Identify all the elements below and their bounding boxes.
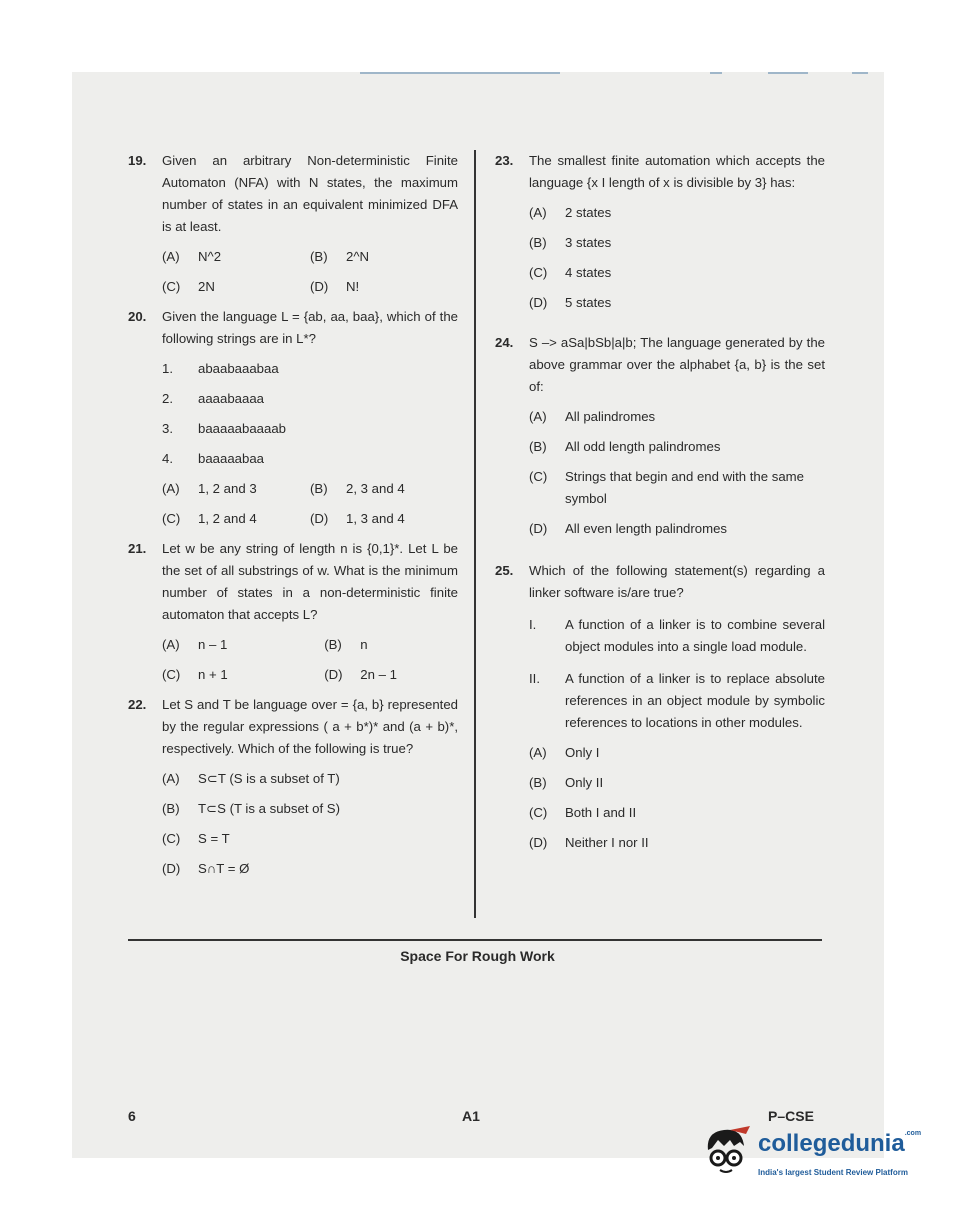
option-d: (D) S∩T = Ø xyxy=(162,861,250,876)
question-text: Which of the following statement(s) regarding a linker software is/are true? xyxy=(529,563,825,600)
option-a: (A) All palindromes xyxy=(529,409,656,424)
option-c: (C) 4 states xyxy=(529,265,612,280)
option-d: (D) 5 states xyxy=(529,295,612,310)
option-a: (A) n – 1 xyxy=(162,637,228,652)
option-c: (C) Both I and II xyxy=(529,805,637,820)
question-20 xyxy=(128,306,458,530)
question-number: 21. xyxy=(128,541,147,556)
option-d: (D) Neither I nor II xyxy=(529,835,649,850)
option-c: (C) 2N xyxy=(162,279,215,294)
option-a: (A) N^2 xyxy=(162,249,222,264)
question-number: 23. xyxy=(495,153,514,168)
question-text: The smallest finite automation which accepts the language {x I length of x is divisible by 3} has: xyxy=(529,153,825,190)
option-c: (C) 1, 2 and 4 xyxy=(162,511,257,526)
question-24 xyxy=(495,332,825,540)
option-d: (D) N! xyxy=(310,279,360,294)
question-21 xyxy=(128,538,458,686)
option-d: (D) 1, 3 and 4 xyxy=(310,511,405,526)
question-number: 22. xyxy=(128,697,147,712)
mascot-icon xyxy=(700,1124,756,1184)
left-column xyxy=(128,150,458,880)
page-number: 6 xyxy=(128,1108,136,1124)
option-b: (B) All odd length palindromes xyxy=(529,439,721,454)
logo-brand: collegedunia$^{.com}$ xyxy=(758,1130,922,1157)
question-text: Let S and T be language over = {a, b} represented by the regular expressions ( a + b*)* and (a + b)*, respectively. Which of the following is true? xyxy=(162,697,458,756)
question-number: 24. xyxy=(495,335,514,350)
statement-ii: II. A function of a linker is to replace absolute references in an object module by symbolic references to locations in other modules. xyxy=(529,671,825,730)
logo-tagline: India's largest Student Review Platform xyxy=(758,1168,908,1177)
option-a: (A) Only I xyxy=(529,745,600,760)
question-22 xyxy=(128,694,458,880)
option-a: (A) 1, 2 and 3 xyxy=(162,481,257,496)
option-b: (B) 3 states xyxy=(529,235,612,250)
option-b: (B) T⊂S (T is a subset of S) xyxy=(162,801,340,816)
paper-code: P–CSE xyxy=(768,1108,814,1124)
option-c: (C) n + 1 xyxy=(162,667,228,682)
option-a: (A) S⊂T (S is a subset of T) xyxy=(162,771,340,786)
question-number: 20. xyxy=(128,309,147,324)
list-item: 3. baaaaabaaaab xyxy=(162,421,287,436)
option-a: (A) 2 states xyxy=(529,205,612,220)
list-item: 2. aaaabaaaa xyxy=(162,391,265,406)
right-column xyxy=(495,150,825,854)
option-d: (D) All even length palindromes xyxy=(529,521,728,536)
option-b: (B) Only II xyxy=(529,775,604,790)
question-23 xyxy=(495,150,825,314)
option-b: (B) n xyxy=(324,637,368,652)
option-d: (D) 2n – 1 xyxy=(324,667,397,682)
list-item: 1. abaabaaabaa xyxy=(162,361,279,376)
collegedunia-logo[interactable] xyxy=(700,1120,935,1190)
question-text: Let w be any string of length n is {0,1}*. Let L be the set of all substrings of w. What is the minimum number of states in a non-deterministic finite automaton that accepts L? xyxy=(162,541,458,622)
question-text: S –> aSa|bSb|a|b; The language generated by the above grammar over the alphabet {a, b} is the set of: xyxy=(529,335,825,394)
question-25 xyxy=(495,560,825,854)
statement-i: I. A function of a linker is to combine several object modules into a single load module. xyxy=(529,617,825,654)
option-b: (B) 2, 3 and 4 xyxy=(310,481,405,496)
question-number: 19. xyxy=(128,153,147,168)
option-b: (B) 2^N xyxy=(310,249,370,264)
list-item: 4. baaaaabaa xyxy=(162,451,265,466)
rough-work-heading: Space For Rough Work xyxy=(400,948,555,964)
horizontal-rule xyxy=(128,939,822,941)
question-text: Given an arbitrary Non-deterministic Finite Automaton (NFA) with N states, the maximum number of states in an equivalent minimized DFA is at least. xyxy=(162,153,458,234)
question-number: 25. xyxy=(495,563,514,578)
option-c: (C) Strings that begin and end with the same symbol xyxy=(529,469,804,506)
column-divider xyxy=(474,150,476,918)
option-c: (C) S = T xyxy=(162,831,230,846)
question-19 xyxy=(128,150,458,298)
set-code: A1 xyxy=(462,1108,480,1124)
question-text: Given the language L = {ab, aa, baa}, which of the following strings are in L*? xyxy=(162,309,458,346)
